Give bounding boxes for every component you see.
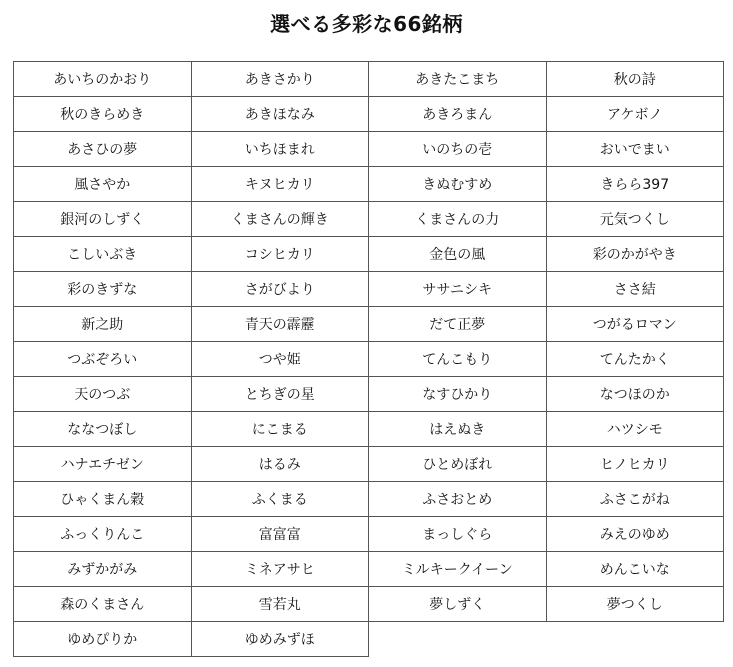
variety-cell: こしいぶき (14, 237, 192, 272)
variety-cell: ミルキークイーン (369, 552, 547, 587)
variety-cell: ササニシキ (369, 272, 547, 307)
variety-cell: 銀河のしずく (14, 202, 192, 237)
variety-cell: 雪若丸 (192, 587, 370, 622)
variety-cell: あきさかり (192, 62, 370, 97)
variety-cell: ふさこがね (547, 482, 725, 517)
variety-cell: はるみ (192, 447, 370, 482)
variety-cell: てんたかく (547, 342, 725, 377)
variety-cell: きぬむすめ (369, 167, 547, 202)
variety-cell: はえぬき (369, 412, 547, 447)
variety-cell: あきろまん (369, 97, 547, 132)
variety-cell: 金色の風 (369, 237, 547, 272)
variety-cell: ふさおとめ (369, 482, 547, 517)
variety-cell: 新之助 (14, 307, 192, 342)
variety-cell: 夢しずく (369, 587, 547, 622)
variety-cell: さがびより (192, 272, 370, 307)
variety-cell: みえのゆめ (547, 517, 725, 552)
variety-cell: にこまる (192, 412, 370, 447)
variety-cell: きらら397 (547, 167, 725, 202)
variety-cell: アケボノ (547, 97, 725, 132)
variety-cell: みずかがみ (14, 552, 192, 587)
variety-cell: ミネアサヒ (192, 552, 370, 587)
variety-cell: 秋のきらめき (14, 97, 192, 132)
variety-cell: いちほまれ (192, 132, 370, 167)
variety-table (13, 61, 724, 657)
variety-cell: 天のつぶ (14, 377, 192, 412)
variety-cell: 青天の霹靂 (192, 307, 370, 342)
variety-cell: くまさんの力 (369, 202, 547, 237)
variety-cell: いのちの壱 (369, 132, 547, 167)
variety-cell: あいちのかおり (14, 62, 192, 97)
variety-cell: 夢つくし (547, 587, 725, 622)
variety-cell: キヌヒカリ (192, 167, 370, 202)
variety-cell: あきたこまち (369, 62, 547, 97)
variety-cell: なすひかり (369, 377, 547, 412)
variety-cell: おいでまい (547, 132, 725, 167)
variety-cell: あさひの夢 (14, 132, 192, 167)
variety-cell: くまさんの輝き (192, 202, 370, 237)
variety-cell: ひゃくまん穀 (14, 482, 192, 517)
variety-cell: あきほなみ (192, 97, 370, 132)
variety-cell: めんこいな (547, 552, 725, 587)
variety-cell: 彩のきずな (14, 272, 192, 307)
variety-cell: だて正夢 (369, 307, 547, 342)
variety-cell: まっしぐら (369, 517, 547, 552)
variety-cell: ふくまる (192, 482, 370, 517)
variety-cell: ささ結 (547, 272, 725, 307)
variety-cell: なつほのか (547, 377, 725, 412)
variety-cell: ハナエチゼン (14, 447, 192, 482)
variety-cell: とちぎの星 (192, 377, 370, 412)
variety-cell: ゆめぴりか (14, 622, 192, 657)
variety-cell: 秋の詩 (547, 62, 725, 97)
variety-cell: 彩のかがやき (547, 237, 725, 272)
variety-cell: ゆめみずほ (192, 622, 370, 657)
variety-cell: ハツシモ (547, 412, 725, 447)
variety-cell: つや姫 (192, 342, 370, 377)
variety-cell: コシヒカリ (192, 237, 370, 272)
page-title: 選べる多彩な66銘柄 (270, 12, 463, 36)
variety-cell: 富富富 (192, 517, 370, 552)
variety-cell: てんこもり (369, 342, 547, 377)
variety-cell: つぶぞろい (14, 342, 192, 377)
variety-cell: 元気つくし (547, 202, 725, 237)
variety-cell: ななつぼし (14, 412, 192, 447)
variety-cell: 森のくまさん (14, 587, 192, 622)
variety-cell: 風さやか (14, 167, 192, 202)
variety-cell: ふっくりんこ (14, 517, 192, 552)
variety-cell: ひとめぼれ (369, 447, 547, 482)
variety-cell: ヒノヒカリ (547, 447, 725, 482)
variety-cell: つがるロマン (547, 307, 725, 342)
